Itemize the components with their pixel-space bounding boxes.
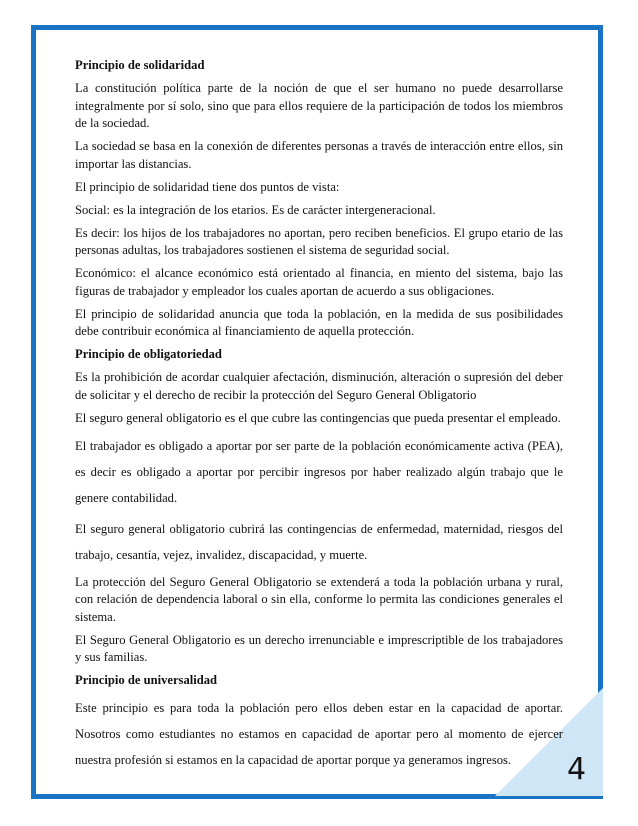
paragraph: El principio de solidaridad anuncia que toda la población, en la medida de sus posibilidades debe contribuir económica al financiamiento de aquella protección. <box>75 306 563 338</box>
paragraph: Social: es la integración de los etarios. Es de carácter intergeneracional. <box>75 202 436 217</box>
page-number: 4 <box>567 752 587 787</box>
paragraph: La sociedad se basa en la conexión de diferentes personas a través de interacción entre ellos, sin importar las distancias. <box>75 139 563 171</box>
paragraph: El seguro general obligatorio cubrirá las contingencias de enfermedad, maternidad, riesgos del trabajo, cesantía, vejez, invalidez, discapacidad, y muerte. <box>75 522 563 562</box>
paragraph: El Seguro General Obligatorio es un derecho irrenunciable e imprescriptible de los trabajadores y sus familias. <box>75 632 563 664</box>
paragraph: El seguro general obligatorio es el que cubre las contingencias que pueda presentar el empleado. <box>75 410 561 425</box>
paragraph: Este principio es para toda la población pero ellos deben estar en la capacidad de aportar. Nosotros como estudiantes no estamos en capacidad de aportar pero al momento de ejercer nuestra profesión si estamos en la capacidad de aportar porque ya generamos ingresos. <box>75 701 563 767</box>
paragraph: Económico: el alcance económico está orientado al financia, en miento del sistema, bajo las figuras de trabajador y empleador los cuales aportan de acuerdo a sus obligaciones. <box>75 266 563 298</box>
paragraph: La constitución política parte de la noción de que el ser humano no puede desarrollarse integralmente por sí solo, sino que para ellos requiere de la participación de todos los miembros de la sociedad. <box>75 81 563 130</box>
paragraph: Es decir: los hijos de los trabajadores no aportan, pero reciben beneficios. El grupo etario de las personas adultas, los trabajadores sostienen el sistema de seguridad social. <box>75 225 563 257</box>
paragraph: El principio de solidaridad tiene dos puntos de vista: <box>75 179 340 194</box>
section-heading: Principio de solidaridad <box>75 58 205 72</box>
section-heading: Principio de universalidad <box>75 673 218 687</box>
paragraph: Es la prohibición de acordar cualquier afectación, disminución, alteración o supresión del deber de solicitar y el derecho de recibir la protección del Seguro General Obligatorio <box>75 370 563 402</box>
document-body <box>75 57 563 779</box>
paragraph: El trabajador es obligado a aportar por ser parte de la población económicamente activa (PEA), es decir es obligado a aportar por percibir ingresos por haber realizado algún trabajo que le genere contabilidad. <box>75 438 563 505</box>
paragraph: La protección del Seguro General Obligatorio se extenderá a toda la población urbana y rural, con relación de dependencia laboral o sin ella, conforme lo permita las condiciones generales el sistema. <box>75 574 563 624</box>
section-heading: Principio de obligatoriedad <box>75 347 222 361</box>
